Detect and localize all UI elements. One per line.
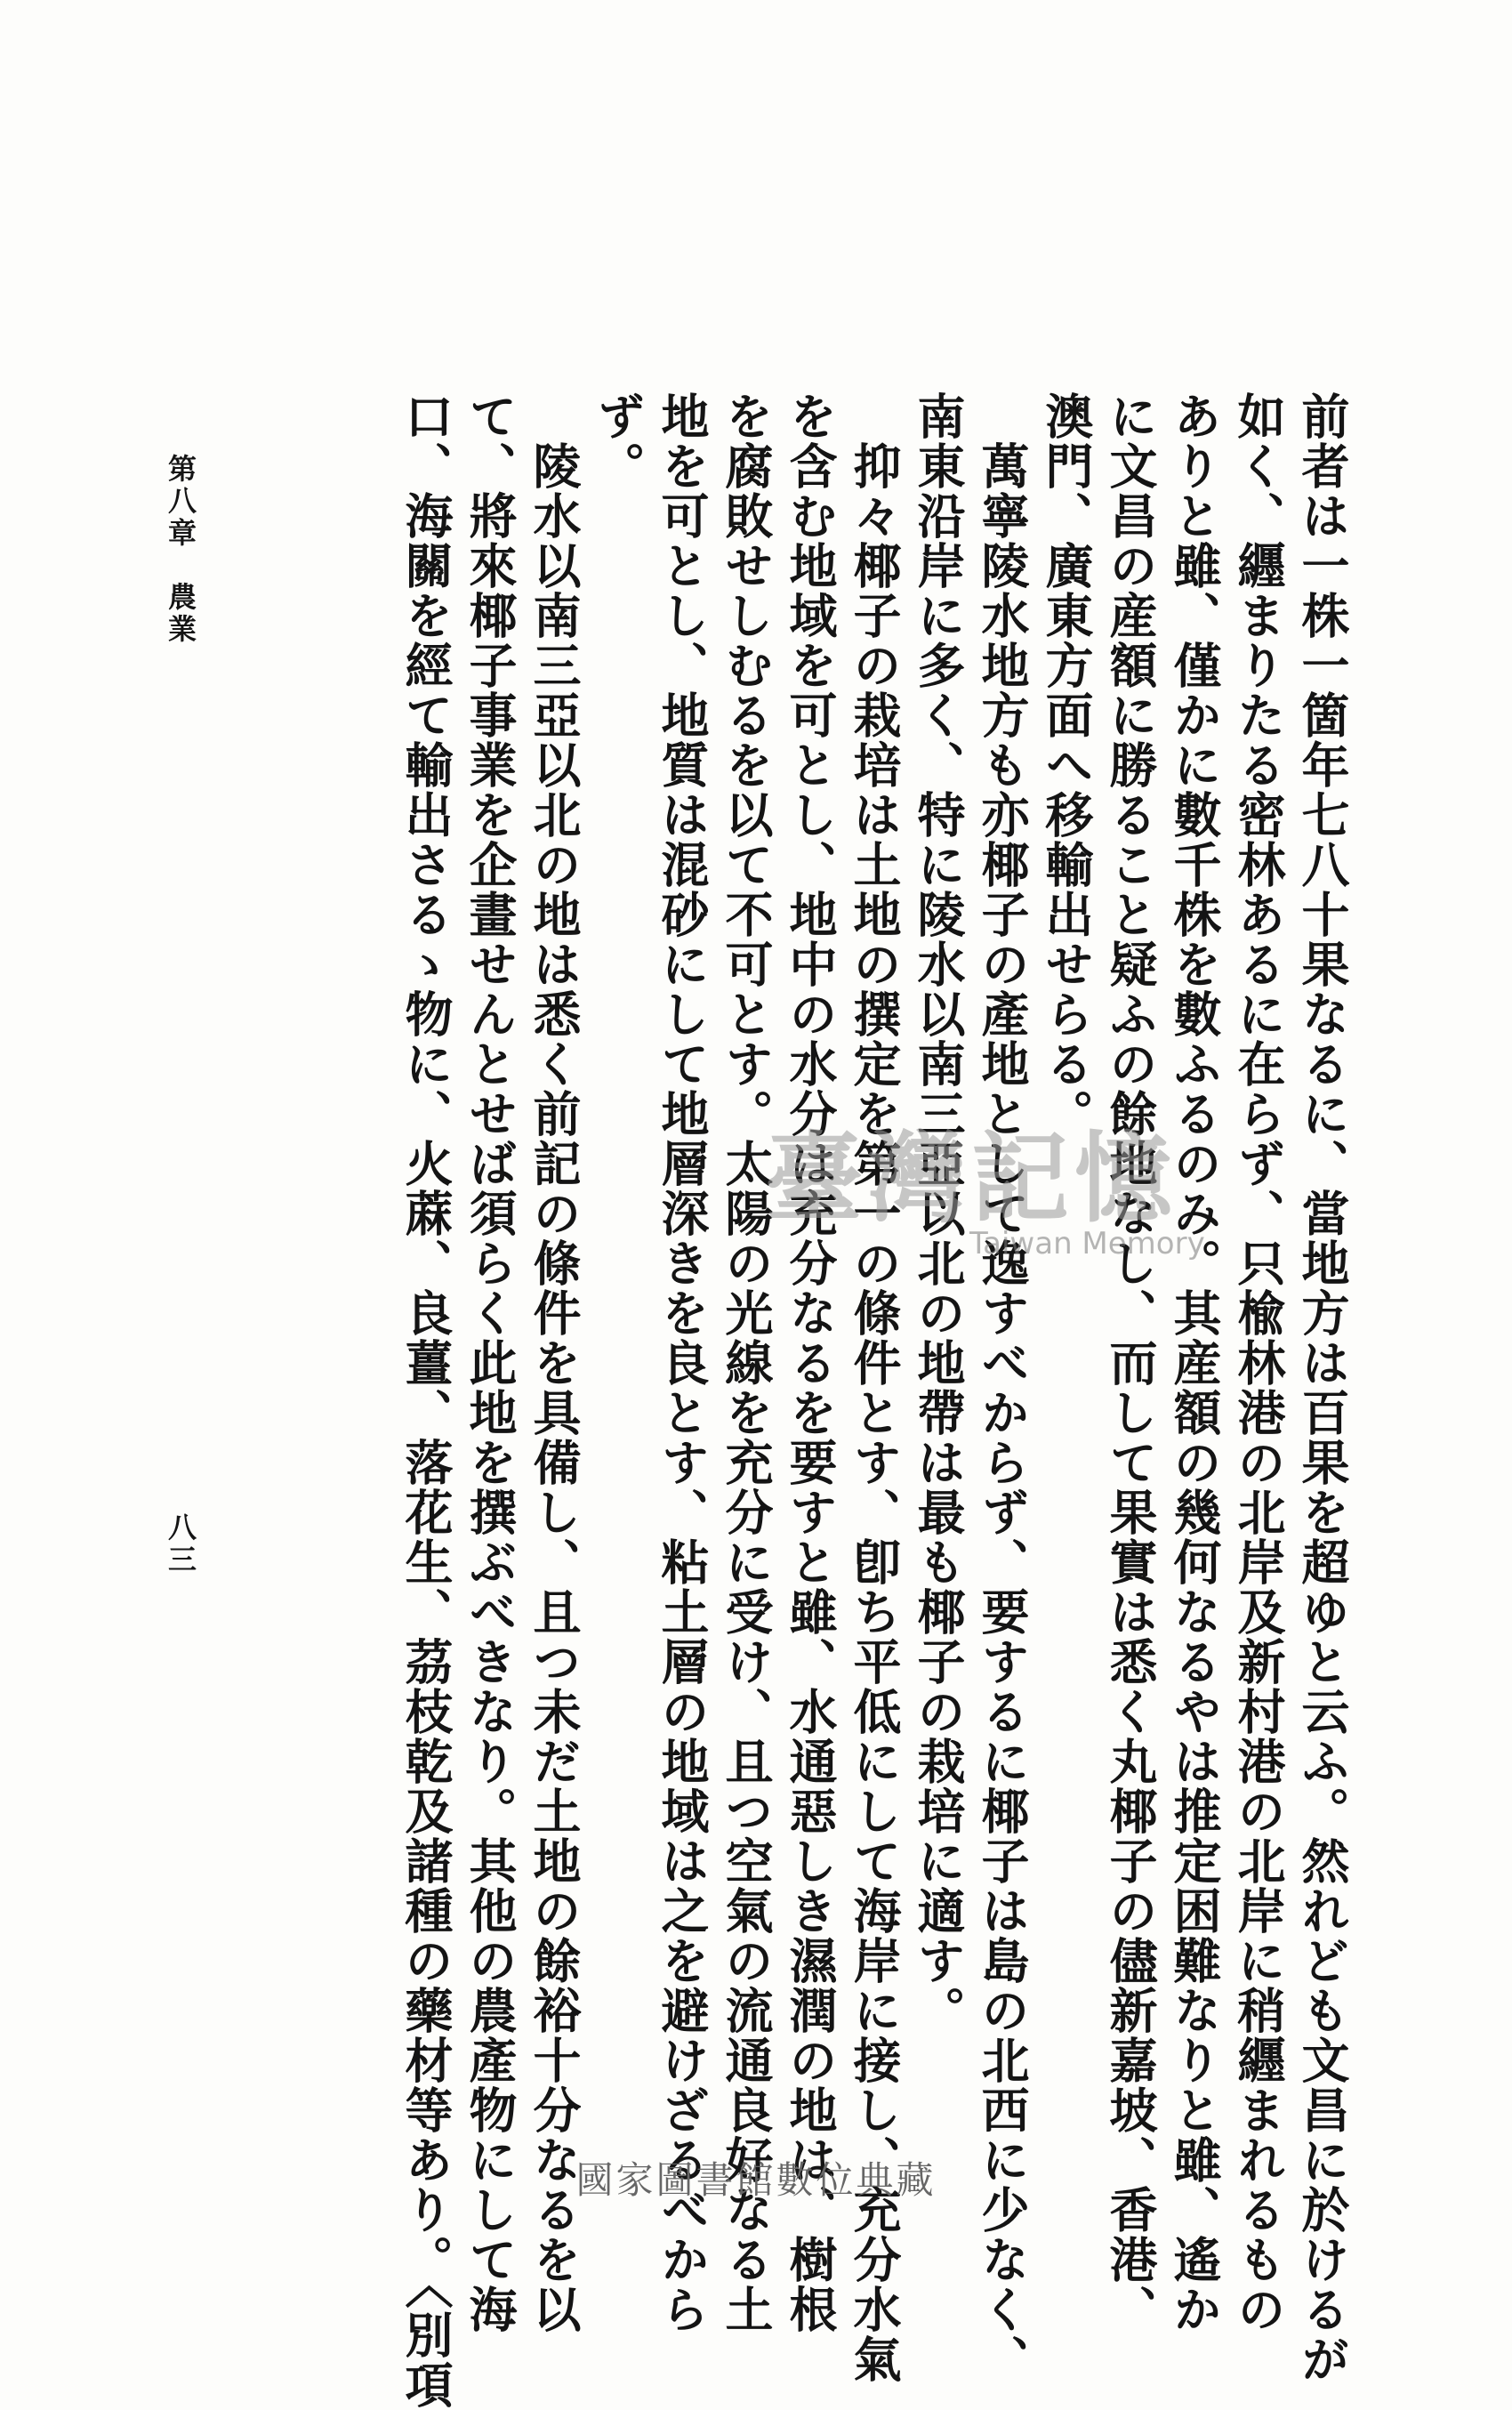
text-column: 前者は一株一箇年七八十果なるに、當地方は百果を超ゆと云ふ。然れども文昌に於けるが xyxy=(1294,391,1351,2384)
text-column: 南東沿岸に多く、特に陵水以南三亞以北の地帶は最も椰子の栽培に適す。 xyxy=(910,391,967,2035)
text-column: て、將來椰子事業を企畫せんとせば須らく此地を撰ぶべきなり。其他の農產物にして海 xyxy=(462,391,519,2334)
text-column: 口、海關を經て輸出さるゝ物に、火蔴、良薑、落花生、茘枝乾及諸種の藥材等あり。〈別項 xyxy=(398,391,454,2410)
text-column: 抑々椰子の栽培は土地の撰定を第一の條件とす、卽ち平低にして海岸に接し、充分水氣 xyxy=(846,441,903,2384)
text-column: 澳門、廣東方面へ移輸出せらる。 xyxy=(1038,391,1095,1139)
text-column: 如く、纒まりたる密林あるに在らず、只楡林港の北岸及新村港の北岸に稍纒まれるもの xyxy=(1230,391,1287,2334)
archive-footer: 國家圖書館數位典藏 xyxy=(575,2158,937,2202)
watermark-subtitle: Taiwan Memory xyxy=(969,1226,1205,1261)
text-column: 萬寧陵水地方も亦椰子の產地として逸すべからず、要するに椰子は島の北西に少なく、 xyxy=(974,441,1031,2384)
watermark-title: 臺灣記憶 xyxy=(765,1121,1178,1236)
text-column: 陵水以南三亞以北の地は悉く前記の條件を具備し、且つ未だ土地の餘裕十分なるを以 xyxy=(526,441,583,2334)
text-column: を含む地域を可とし、地中の水分は充分なるを要すと雖、水通惡しき濕潤の地は、樹根 xyxy=(782,391,839,2334)
page-number: 八三 xyxy=(164,1512,197,1576)
text-column: ありと雖、僅かに數千株を數ふるのみ。其産額の幾何なるやは推定困難なりと雖、遙か xyxy=(1166,391,1223,2334)
watermark xyxy=(765,1121,1263,1272)
text-column: を腐敗せしむるを以て不可とす。太陽の光線を充分に受け、且つ空氣の流通良好なる土 xyxy=(718,391,775,2334)
chapter-heading: 第八章 農業 xyxy=(164,454,197,646)
text-column: 地を可とし、地質は混砂にして地層深きを良とす、粘土層の地域は之を避けざるべから xyxy=(654,391,711,2334)
text-column: ず。 xyxy=(590,391,647,491)
text-column: に文昌の産額に勝ること疑ふの餘地なし、而して果實は悉く丸椰子の儘新嘉坡、香港、 xyxy=(1102,391,1159,2334)
